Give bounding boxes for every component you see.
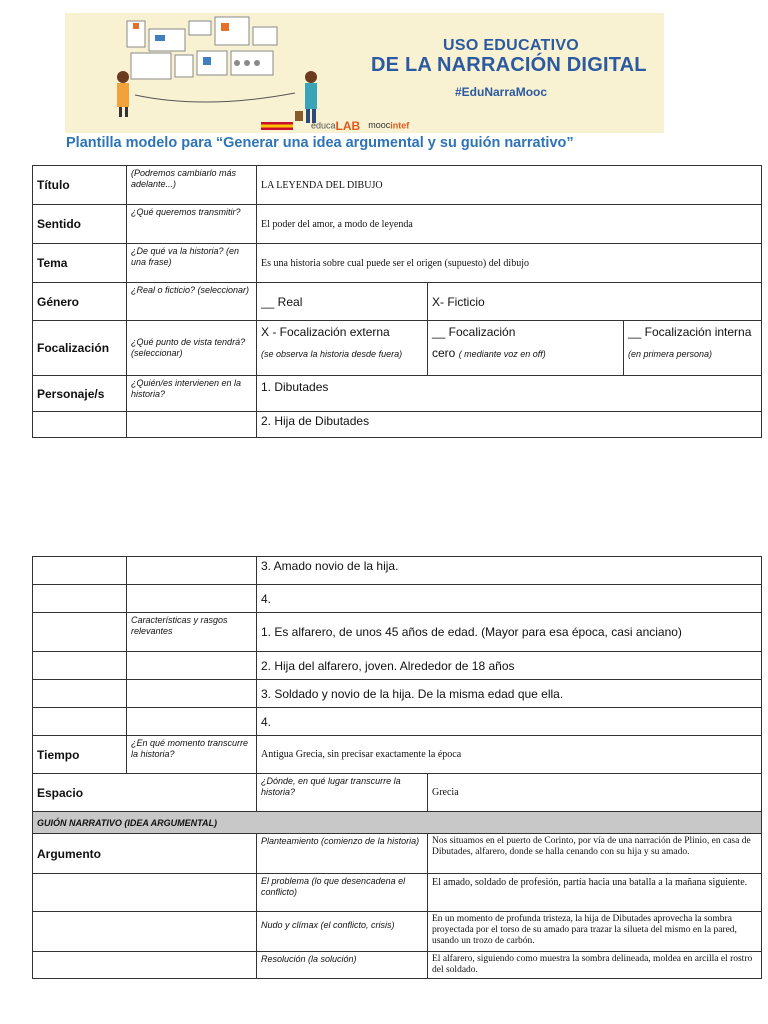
focalizacion-externa-label: X - Focalización externa [261,325,390,339]
row-resolucion [33,952,762,979]
empty-cell [127,652,257,680]
educalab-logo-part1: educa [311,120,336,131]
banner-line-2: DE LA NARRACIÓN DIGITAL [371,54,647,76]
row-titulo [33,166,762,205]
banner-logos [261,119,409,133]
value-resolucion: El alfarero, siguiendo como muestra la sombra delineada, moldea en arcilla el rostro del soldado. [428,952,762,979]
value-nudo: En un momento de profunda tristeza, la hija de Dibutades aprovecha la sombra proyectada por el torso de su amado para trazar la silueta del mismo en la pared, usando un trozo de carbón. [428,912,762,952]
hint-problema: El problema (lo que desencadena el conflicto) [257,874,428,912]
value-tiempo: Antigua Grecia, sin precisar exactamente la época [257,736,762,774]
option-focalizacion-externa [257,321,428,376]
value-espacio: Grecia [428,774,762,812]
header-banner [65,13,664,133]
label-tema: Tema [33,244,127,283]
label-focalizacion: Focalización [33,321,127,376]
focalizacion-cero-note: ( mediante voz en off) [458,349,546,359]
empty-cell [33,412,127,438]
hint-rasgos: Características y rasgos relevantes [127,613,257,652]
focalizacion-interna-note: (en primera persona) [628,349,713,359]
empty-cell [127,412,257,438]
value-titulo: LA LEYENDA DEL DIBUJO [257,166,762,205]
value-sentido: El poder del amor, a modo de leyenda [257,205,762,244]
personaje-1: 1. Dibutades [257,376,762,412]
rasgo-2: 2. Hija del alfarero, joven. Alrededor de 18 años [257,652,762,680]
personaje-4: 4. [257,585,762,613]
label-titulo: Título [33,166,127,205]
row-espacio [33,774,762,812]
row-sentido [33,205,762,244]
hint-titulo: (Podremos cambiarlo más adelante...) [127,166,257,205]
label-genero: Género [33,283,127,321]
label-tiempo: Tiempo [33,736,127,774]
row-focalizacion [33,321,762,376]
focalizacion-cero-label: __ Focalización [432,325,516,339]
option-real: __ Real [257,283,428,321]
row-rasgo-4 [33,708,762,736]
row-tiempo [33,736,762,774]
template-table-part1 [32,165,762,438]
label-argumento: Argumento [33,834,257,874]
template-table-part2 [32,556,762,979]
value-problema: El amado, soldado de profesión, partía hacia una batalla a la mañana siguiente. [428,874,762,912]
empty-cell [33,680,127,708]
empty-cell [33,652,127,680]
label-sentido: Sentido [33,205,127,244]
personaje-3: 3. Amado novio de la hija. [257,557,762,585]
row-rasgo-3 [33,680,762,708]
row-personaje-4 [33,585,762,613]
section-guion-narrativo: GUIÓN NARRATIVO (IDEA ARGUMENTAL) [33,812,762,834]
value-planteamiento: Nos situamos en el puerto de Corinto, por vía de una narración de Plinio, en casa de Dibutades, alfarero, donde se halla cenando con su hija y su amado. [428,834,762,874]
label-personajes: Personaje/s [33,376,127,412]
hint-genero: ¿Real o ficticio? (seleccionar) [127,283,257,321]
hint-tiempo: ¿En qué momento transcurre la historia? [127,736,257,774]
option-ficticio: X- Ficticio [428,283,762,321]
personaje-2: 2. Hija de Dibutades [257,412,762,438]
hint-sentido: ¿Qué queremos transmitir? [127,205,257,244]
banner-line-1: USO EDUCATIVO [443,37,580,54]
focalizacion-cero-word: cero [432,346,456,360]
label-espacio: Espacio [33,774,257,812]
empty-cell [33,585,127,613]
empty-cell [33,952,257,979]
empty-cell [33,557,127,585]
focalizacion-externa-note: (se observa la historia desde fuera) [261,349,403,359]
row-tema [33,244,762,283]
empty-cell [127,680,257,708]
row-rasgo-2 [33,652,762,680]
rasgo-1: 1. Es alfarero, de unos 45 años de edad. (Mayor para esa época, casi anciano) [257,613,762,652]
row-personaje-2 [33,412,762,438]
hint-personajes: ¿Quién/es intervienen en la historia? [127,376,257,412]
hint-resolucion: Resolución (la solución) [257,952,428,979]
empty-cell [127,585,257,613]
educalab-logo-part2: LAB [335,119,361,133]
row-personajes [33,376,762,412]
digital-storytelling-illustration [105,15,335,130]
ministry-flag-logo [261,122,293,130]
rasgo-3: 3. Soldado y novio de la hija. De la misma edad que ella. [257,680,762,708]
row-section-header [33,812,762,834]
row-rasgo-1 [33,613,762,652]
empty-cell [127,557,257,585]
moocintef-logo-part2: intef [390,120,410,131]
hint-tema: ¿De qué va la historia? (en una frase) [127,244,257,283]
row-genero [33,283,762,321]
empty-cell [33,912,257,952]
rasgo-4: 4. [257,708,762,736]
hint-planteamiento: Planteamiento (comienzo de la historia) [257,834,428,874]
empty-cell [33,613,127,652]
hint-espacio: ¿Dónde, en qué lugar transcurre la historia? [257,774,428,812]
value-tema: Es una historia sobre cual puede ser el origen (supuesto) del dibujo [257,244,762,283]
option-focalizacion-cero [428,321,624,376]
row-planteamiento [33,834,762,874]
document-title: Plantilla modelo para “Generar una idea argumental y su guión narrativo” [66,135,574,151]
hint-nudo: Nudo y clímax (el conflicto, crisis) [257,912,428,952]
moocintef-logo-part1: mooc [368,120,391,131]
focalizacion-interna-label: __ Focalización interna [628,325,752,339]
hint-focalizacion: ¿Qué punto de vista tendrá? (seleccionar) [127,321,257,376]
row-personaje-3 [33,557,762,585]
empty-cell [127,708,257,736]
empty-cell [33,708,127,736]
banner-hashtag: #EduNarraMooc [455,85,548,99]
row-nudo [33,912,762,952]
row-problema [33,874,762,912]
empty-cell [33,874,257,912]
option-focalizacion-interna [624,321,762,376]
